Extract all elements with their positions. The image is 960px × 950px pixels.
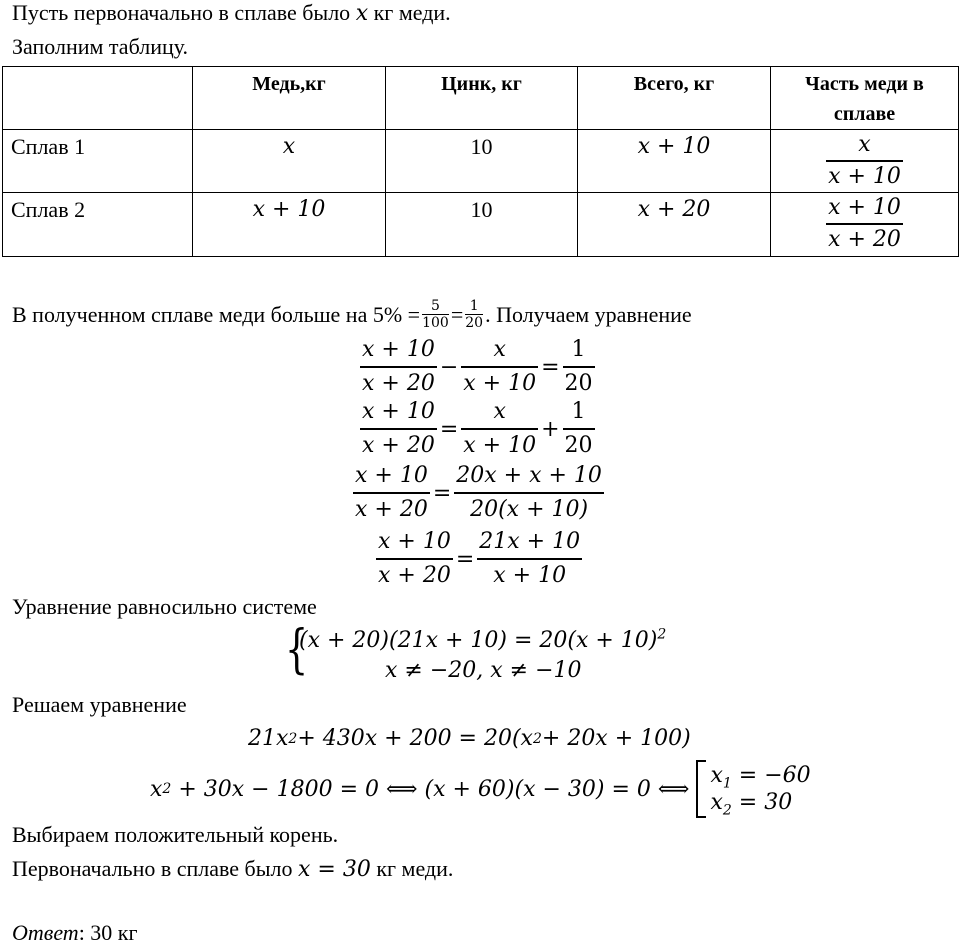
percent-sentence: В полученном сплаве меди больше на 5% = $\frac{5}{100}$ = $\frac{1}{20}$ . Получаем уравнение [12,298,692,331]
cell-total: x + 10 [578,130,771,193]
cell-fraction [771,130,959,193]
alloy-table [2,66,959,257]
equation-3: $\frac{x + 10}{x + 20}$ = $\frac{20x + x + 10}{20(x + 10)}$ [355,463,602,522]
answer [12,920,138,946]
square-bracket-icon [696,760,706,818]
table-header-row [3,67,959,130]
quadratic-equation: x 2 + 30x − 1800 = 0 ⟺ (x + 60)(x − 30) = 0 ⟺ $x_1 = -60$ $x_2 = 30$ [150,760,811,818]
cell-fraction [771,193,959,257]
row-label: Сплав 2 [3,193,193,257]
roots [710,762,811,819]
system-intro: Уравнение равносильно системе [12,594,317,619]
row-label: Сплав 1 [3,130,193,193]
table-header-copper: Медь,кг [193,67,386,130]
cell-total: x + 20 [578,193,771,257]
cell-zinc: 10 [386,193,578,257]
table-row [3,130,959,193]
table-row [3,193,959,257]
table-header-empty [3,67,193,130]
table-header-fraction: Часть меди в сплаве [771,67,959,130]
fraction-1-20: $\frac{1}{20}$ [465,298,484,331]
intro-line-1: Пусть первоначально в сплаве было x кг меди. [12,0,451,26]
system-row-1: $(x + 20)(21x + 10) = 20(x + 10)^2$ [299,626,667,653]
equation-1: $\frac{x + 10}{x + 20}$ − $\frac{x}{x + 10}$ = $\frac{1}{20}$ [362,337,593,396]
fraction-5-100: $\frac{5}{100}$ [422,298,449,331]
answer-label: Ответ [12,920,79,945]
system-row-2: x ≠ −20, x ≠ −10 [385,658,582,683]
table-header-total: Всего, кг [578,67,771,130]
answer-value: : 30 кг [78,920,138,945]
table-header-zinc: Цинк, кг [386,67,578,130]
equation-4: $\frac{x + 10}{x + 20}$ = $\frac{21x + 10}{x + 10}$ [378,529,581,588]
expanded-equation: 21x 2 + 430x + 200 = 20(x 2 + 20x + 100) [248,726,691,751]
fraction: $\frac{x + 10}{x + 20}$ [828,195,901,252]
solve-intro: Решаем уравнение [12,692,187,717]
cell-copper: x [193,130,386,193]
intro-line-2: Заполним таблицу. [12,34,189,59]
choose-root: Выбираем положительный корень. [12,822,339,847]
cell-copper: x + 10 [193,193,386,257]
fraction: $\frac{x}{x + 10}$ [828,132,901,189]
cell-zinc: 10 [386,130,578,193]
equation-2: $\frac{x + 10}{x + 20}$ = $\frac{x}{x + 10}$ + $\frac{1}{20}$ [362,399,593,458]
root-1: $x_1 = -60$ [710,763,811,792]
root-2: $x_2 = 30$ [710,790,793,819]
curly-brace-icon: { [285,620,309,680]
conclusion: Первоначально в сплаве было x = 30 кг меди. [12,856,454,882]
